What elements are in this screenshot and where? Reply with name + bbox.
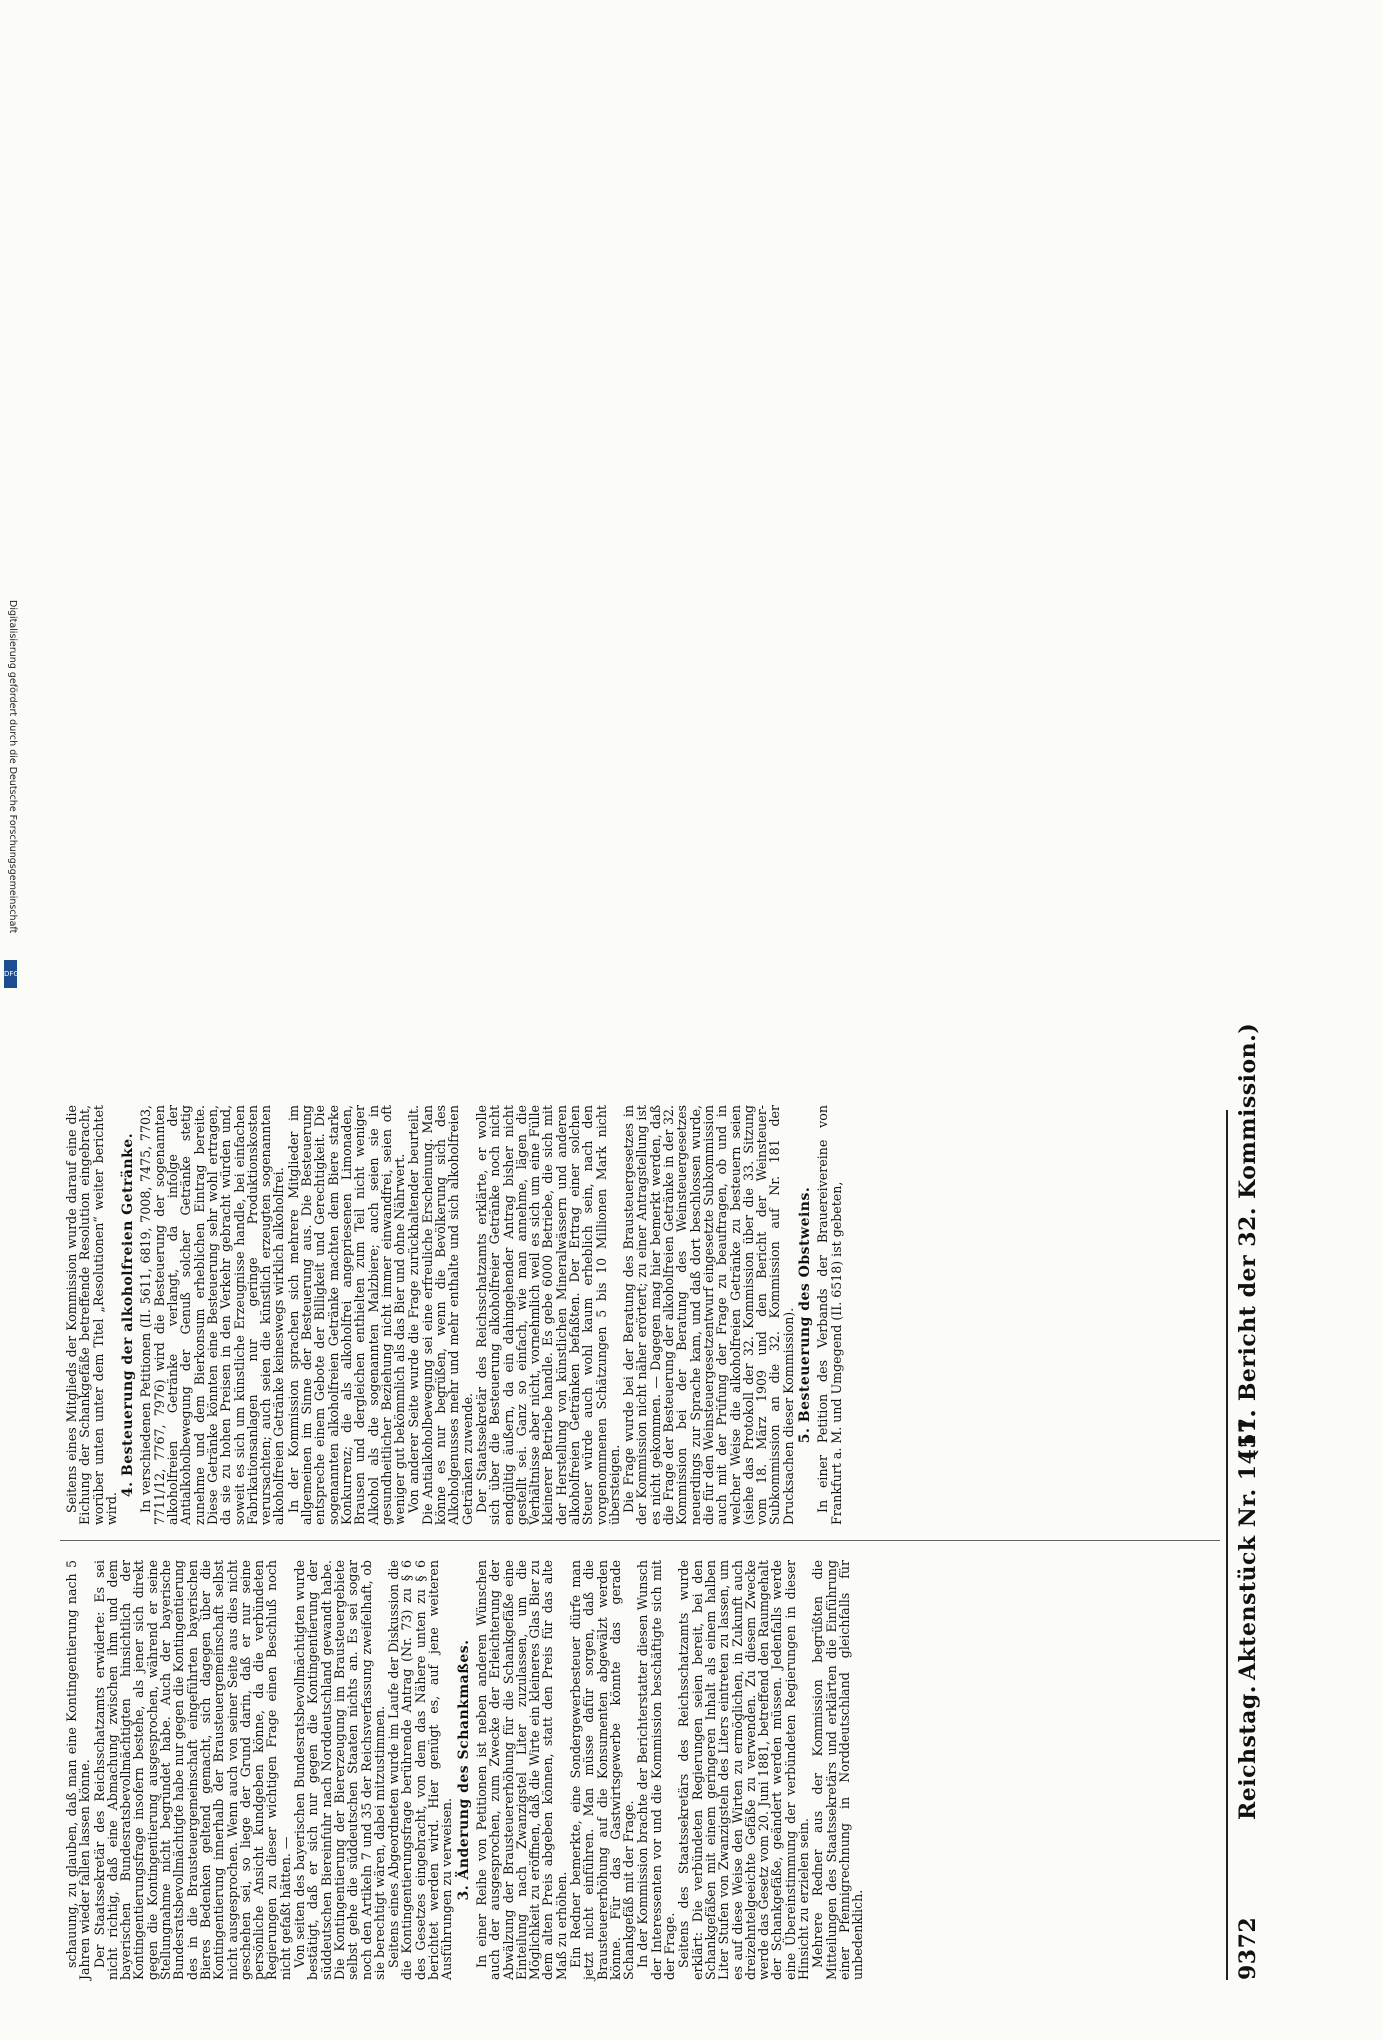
paragraph: Die Frage wurde bei der Beratung des Brausteuergesetzes in der Kommission nicht näher erörtert; zu einer Antragstellung ist es nicht gekommen. — Dagegen mag hier bemerkt werden, daß die Frage der Besteuerung der alkoholfreien Getränke in der 32. Kommission bei der Beratung des Weinsteuergesetzes neuerdings zur Sprache kam, und daß dort beschlossen wurde, die für den Weinsteuergesetzentwurf eingesetzte Subkommission auch mit der Prüfung der Frage zu beauftragen, ob und in welcher Weise die alkoholfreien Getränke zu besteuern seien (siehe das Protokoll der 32. Kommission über die 33. Sitzung vom 18. März 1909 und den Bericht der Weinsteuer-Subkommission an die 32. Kommission auf Nr. 181 der Drucksachen dieser Kommission). <box>621 1105 796 1525</box>
header-title-right: (17. Bericht der 32. Kommission.) <box>1235 1022 1261 1460</box>
section-heading: 5. Besteuerung des Obstweins. <box>797 1186 814 1444</box>
paragraph: In einer Petition des Verbands der Brauereivereine von Frankfurt a. M. und Umgegend (II. 6518) ist gebeten, <box>815 1105 844 1525</box>
page-number: 9372 <box>1235 1916 1261 1980</box>
paragraph: Seitens eines Mitglieds der Kommission wurde darauf eine die Eichung der Schankgefäße betreffende Resolution eingebracht, worüber unten unter dem Titel „Resolutionen“ weiter berichtet wird. <box>64 1105 119 1525</box>
paragraph: Seitens des Staatssekretärs des Reichsschatzamts wurde erklärt: Die verbündeten Regierungen seien bereit, bei den Schankgefäßen mit einem geringeren Inhalt als einem halben Liter Stufen von Zwanzigsteln des Liters eintreten zu lassen, um es auf diese Weise den Wirten zu ermöglichen, in Zukunft auch dreizehntelgeeichte Gefäße zu verwenden. Zu diesem Zwecke werde das Gesetz vom 20. Juni 1881, betreffend den Raumgehalt der Schankgefäße, geändert werden müssen. Jedenfalls werde eine Übereinstimmung der verbündeten Regierungen in dieser Hinsicht zu erzielen sein. <box>676 1560 812 1980</box>
header-title-left: Reichstag. <box>1235 1685 1261 1820</box>
header-title-mid: Aktenstück Nr. 1451. <box>1235 1408 1261 1680</box>
paragraph: In verschiedenen Petitionen (II. 5611, 6819, 7008, 7475, 7703, 7711/12, 7767, 7976) wird die Besteuerung der sogenannten alkoholfreien Getränke verlangt, da infolge der Antialkoholbewegung der Genuß solcher Getränke stetig zunehme und dem Bierkonsum erheblichen Eintrag bereite. Diese Getränke könnten eine Besteuerung sehr wohl ertragen, da sie zu hohen Preisen in den Verkehr gebracht würden und, soweit es sich um künstliche Erzeugnisse handle, bei einfachen Fabrikationsanlagen nur geringe Produktionskosten verursachten; auch seien die künstlich erzeugten sogenannten alkoholfreien Getränke keineswegs wirklich alkoholfrei. <box>138 1105 287 1525</box>
paragraph: Der Staatssekretär des Reichsschatzamts erklärte, er wolle sich über die Besteuerung alkoholfreier Getränke noch nicht endgültig äußern, da ein dahingehender Antrag bisher nicht gestellt sei. Ganz so einfach, wie man annehme, lägen die Verhältnisse aber nicht, vornehmlich weil es sich um eine Fülle kleinerer Betriebe handle. Es gebe 6000 Betriebe, die sich mit der Herstellung von künstlichen Mineralwässern und anderen alkoholfreien Getränken befaßten. Der Ertrag einer solchen Steuer würde auch wohl kaum erheblich sein, nach den vorgenommenen Schätzungen 5 bis 10 Millionen Mark nicht übersteigen. <box>473 1105 622 1525</box>
left-column <box>65 1560 1215 1980</box>
right-column <box>65 1105 1215 1525</box>
paragraph: Der Staatssekretär des Reichsschatzamts erwiderte: Es sei nicht richtig, daß eine Abmachung zwischen ihm und dem bayerischen Bundesratsbevollmächtigten hinsichtlich der Kontingentierungsfrage insofern bestehe, als jener sich direkt gegen die Kontingentierung ausgesprochen, während er seine Stellungnahme nicht begründet habe. Auch der bayerische Bundesratsbevollmächtigte habe nur gegen die Kontingentierung des in die Brausteuergemeinschaft eingeführten bayerischen Bieres Bedenken geltend gemacht, sich dagegen über die Kontingentierung innerhalb der Brausteuergemeinschaft selbst nicht ausgesprochen. Wenn auch von seiner Seite aus dies nicht geschehen sei, so liege der Grund darin, daß er nur seine persönliche Ansicht kundgeben könne, da die verbündeten Regierungen zu dieser wichtigen Frage einen Beschluß noch nicht gefaßt hätten. — <box>91 1560 293 1980</box>
paragraph: Von anderer Seite wurde die Frage zurückhaltender beurteilt. Die Antialkoholbewegung sei eine erfreuliche Erscheinung. Man könne es nur begrüßen, wenn die Bevölkerung sich des Alkoholgenusses mehr und mehr enthalte und sich alkoholfreien Getränken zuwende. <box>406 1105 475 1525</box>
dfg-logo: DFG <box>4 960 17 988</box>
section-heading: 4. Besteuerung der alkoholfreien Getränke. <box>120 1132 137 1498</box>
paragraph: In der Kommission brachte der Berichterstatter diesen Wunsch der Interessenten vor und die Kommission beschäftigte sich mit der Frage. <box>635 1560 678 1980</box>
rotated-page <box>0 1022 1323 2040</box>
page-header <box>1235 1022 1271 1980</box>
column-divider <box>60 1540 1220 1541</box>
paragraph: In der Kommission sprachen sich mehrere Mitglieder im allgemeinen im Sinne der Besteuerung aus. Die Besteuerung entspreche einem Gebote der Billigkeit und Gerechtigkeit. Die sogenannten alkoholfreien Getränke machten dem Biere starke Konkurrenz; die als alkoholfrei angepriesenen Limonaden, Brausen und dergleichen enthielten zum Teil nicht weniger Alkohol als die sogenannten Malzbiere; auch seien sie in gesundheitlicher Beziehung nicht immer einwandfrei, seien oft weniger gut bekömmlich als das Bier und ohne Nährwert. <box>285 1105 408 1525</box>
paragraph: In einer Reihe von Petitionen ist neben anderen Wünschen auch der ausgesprochen, zum Zwecke der Erleichterung der Abwälzung der Brausteuererhöhung für die Schankgefäße eine Einteilung nach Zwanzigstel Liter zuzulassen, um die Möglichkeit zu eröffnen, daß die Wirte ein kleineres Glas Bier zu dem alten Preis abgeben können, statt den Preis für das alte Maß zu erhöhen. <box>473 1560 569 1980</box>
paragraph: Von seiten des bayerischen Bundesratsbevollmächtigten wurde bestätigt, daß er sich nur gegen die Kontingentierung der süddeutschen Biereinfuhr nach Norddeutschland gewandt habe. Die Kontingentierung der Biererzeugung im Brausteuergebiete selbst gehe die süddeutschen Staaten nichts an. Es sei sogar noch den Artikeln 7 und 35 der Reichsverfassung zweifelhaft, ob sie berechtigt wären, dabei mitzustimmen. <box>292 1560 387 1980</box>
paragraph: Mehrere Redner aus der Kommission begrüßten die Mitteilungen des Staatssekretärs und erklärten die Einführung einer Pfennigrechnung in Norddeutschland gleichfalls für unbedenklich. <box>810 1560 866 1980</box>
section-heading: 3. Änderung des Schankmaßes. <box>455 1639 472 1901</box>
paragraph: Seitens eines Abgeordneten wurde im Laufe der Diskussion die die Kontingentierungsfrage berührende Antrag (Nr. 73) zu § 6 des Gesetzes eingebracht, von dem das Nähere unten zu § 6 berichtet werden wird. Hier genügt es, auf jene weiteren Ausführungen zu verweisen. <box>386 1560 455 1980</box>
paragraph: Ein Redner bemerkte, eine Sondergewerbesteuer dürfe man jetzt nicht einführen. Man müsse dafür sorgen, daß die Brausteuererhöhung auf die Konsumenten abgewälzt werden könne. Für das Gastwirtsgewerbe könnte das gerade Schankgefäß mit der Frage. <box>567 1560 637 1980</box>
digitization-credit <box>4 600 18 995</box>
header-rule <box>1226 1110 1228 1980</box>
paragraph: schauung, zu glauben, daß man eine Kontingentierung nach 5 Jahren wieder fallen lassen könne. <box>64 1560 93 1980</box>
credit-text: Digitalisierung gefördert durch die Deutsche Forschungsgemeinschaft <box>7 600 18 934</box>
